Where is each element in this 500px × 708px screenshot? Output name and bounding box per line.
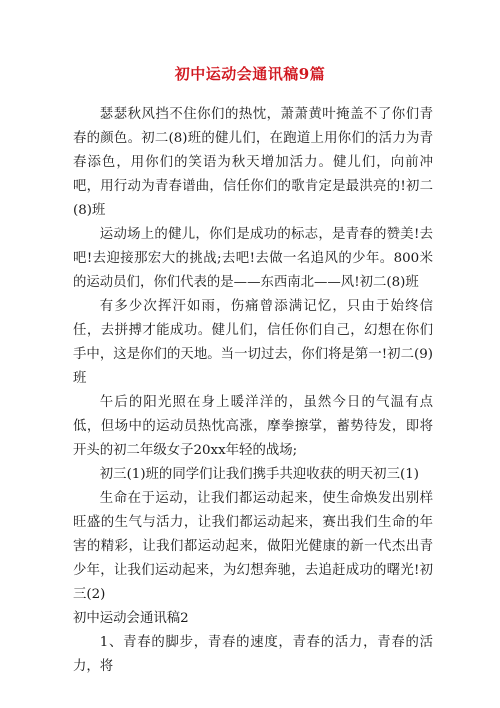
body-paragraph: 生命在于运动，让我们都运动起来，使生命焕发出别样旺盛的生气与活力，让我们都运动起来，赛出我们生命的年害的精彩，让我们都运动起来，做阳光健康的新一代杰出青少年，让我们运动起来，为幻想奔驰，去追赶成功的曙光!初三(2): [73, 491, 433, 602]
section-heading: 初中运动会通讯稿2: [73, 611, 189, 626]
document-body: [73, 103, 433, 679]
body-paragraph: 有多少次挥汗如雨，伤痛曾添满记忆，只由于始终信任，去拼搏才能成功。健儿们，信任你们自己，幻想在你们手中，这是你们的天地。当一切过去，你们将是第一!初二(9)班: [73, 299, 433, 386]
body-paragraph: 1、青春的脚步，青春的速度，青春的活力，青春的活力，将: [73, 635, 433, 674]
body-paragraph: 运动场上的健儿，你们是成功的标志，是青春的赞美!去吧!去迎接那宏大的挑战;去吧!去做一名追风的少年。800米的运动员们，你们代表的是——东西南北——风!初二(8)班: [73, 227, 433, 290]
document-title: 初中运动会通讯稿9篇: [174, 65, 326, 83]
body-paragraph: 初三(1)班的同学们让我们携手共迎收获的明天初三(1): [99, 467, 419, 482]
body-paragraph: 瑟瑟秋风挡不住你们的热忱，萧萧黄叶掩盖不了你们青春的颜色。初二(8)班的健儿们，在跑道上用你们的活力为青春添色，用你们的笑语为秋天增加活力。健儿们，向前冲吧，用行动为青春谱曲，信任你们的歌肯定是最洪亮的!初二(8)班: [73, 107, 433, 218]
body-paragraph: 午后的阳光照在身上暖洋洋的，虽然今日的气温有点低，但场中的运动员热忱高涨，摩拳擦掌，蓄势待发，即将开头的初二年级女子20xx年轻的战场;: [73, 395, 433, 458]
